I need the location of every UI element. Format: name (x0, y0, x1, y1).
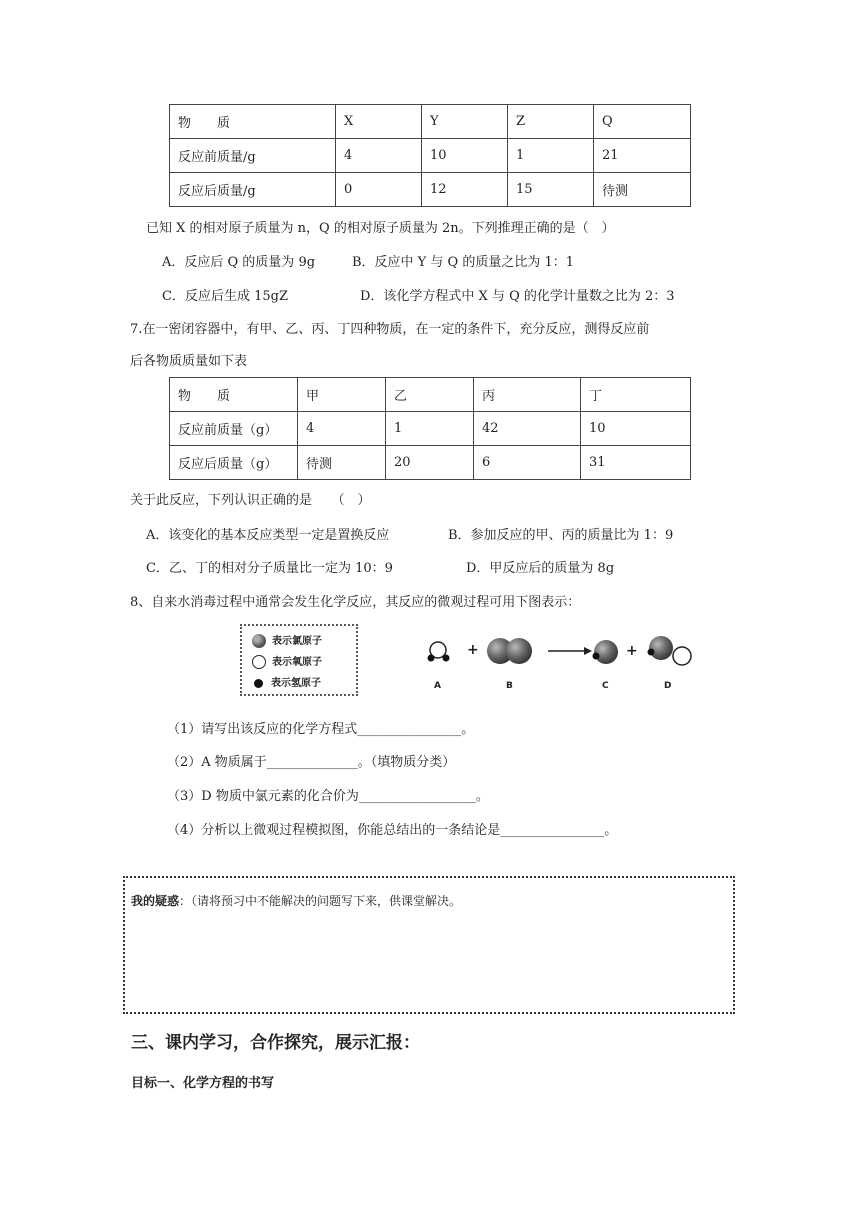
table-cell: 42 (474, 412, 581, 446)
table-row (170, 173, 691, 207)
svg-text:+: + (626, 643, 638, 659)
chlorine-atom-icon (252, 634, 266, 648)
label-d: D (664, 681, 672, 691)
table-cell: 10 (422, 139, 508, 173)
molecule-d (648, 636, 692, 665)
table-cell: 20 (386, 446, 474, 480)
table-row (170, 139, 691, 173)
table-cell: 反应前质量/g (170, 139, 336, 173)
molecule-a (428, 642, 450, 662)
q8-stem: 8、自来水消毒过程中通常会发生化学反应，其反应的微观过程可用下图表示： (130, 595, 581, 610)
table-cell: 反应后质量（g） (170, 446, 298, 480)
reaction-diagram (420, 628, 710, 696)
doubt-box[interactable] (123, 876, 735, 1014)
svg-text:+: + (467, 642, 479, 658)
q6-option-a: A．反应后 Q 的质量为 9g (162, 255, 316, 270)
table-cell: 4 (298, 412, 386, 446)
table-cell: 4 (336, 139, 422, 173)
table-cell: 反应后质量/g (170, 173, 336, 207)
table-cell: 0 (336, 173, 422, 207)
section-title: 三、课内学习，合作探究，展示汇报： (131, 1033, 420, 1053)
table-cell: 丁 (581, 378, 691, 412)
table-cell: 6 (474, 446, 581, 480)
legend-row-oxygen: 表示氧原子 (252, 653, 322, 669)
table-cell: 反应前质量（g） (170, 412, 298, 446)
legend-row-hydrogen: 表示氢原子 (252, 674, 321, 689)
table-cell: 1 (508, 139, 594, 173)
table-cell: 21 (594, 139, 691, 173)
legend-row-chlorine: 表示氯原子 (252, 632, 322, 648)
table-cell: Q (594, 105, 691, 139)
q8-part1: （1）请写出该反应的化学方程式________________。 (167, 722, 475, 737)
table-cell: 10 (581, 412, 691, 446)
table-cell: 物 质 (170, 378, 298, 412)
table-cell: 甲 (298, 378, 386, 412)
q8-part3: （3）D 物质中氯元素的化合价为__________________。 (167, 789, 489, 804)
q6-stem: 已知 X 的相对原子质量为 n，Q 的相对原子质量为 2n。下列推理正确的是（ ） (146, 221, 615, 236)
label-c: C (602, 681, 609, 691)
table-row (170, 105, 691, 139)
label-a: A (434, 681, 441, 691)
table-cell: 待测 (298, 446, 386, 480)
hydrogen-atom-icon (254, 679, 263, 688)
table-row (170, 378, 691, 412)
doubt-label: 我的疑惑 (131, 894, 180, 908)
q7-option-a: A．该变化的基本反应类型一定是置换反应 (146, 528, 390, 543)
table-cell: 乙 (386, 378, 474, 412)
q7-option-c: C．乙、丁的相对分子质量比一定为 10：9 (146, 561, 393, 576)
table-cell: Z (508, 105, 594, 139)
table-row (170, 446, 691, 480)
molecule-c (593, 640, 619, 664)
table-cell: Y (422, 105, 508, 139)
q8-part4: （4）分析以上微观过程模拟图，你能总结出的一条结论是________________。 (167, 823, 618, 838)
q6-option-c: C．反应后生成 15gZ (162, 289, 288, 304)
q7-stem-line1: 7.在一密闭容器中，有甲、乙、丙、丁四种物质，在一定的条件下，充分反应，测得反应前 (130, 322, 650, 337)
atom-legend (240, 624, 358, 696)
q7-option-b: B．参加反应的甲、丙的质量比为 1：9 (448, 528, 674, 543)
oxygen-atom-icon (252, 655, 266, 669)
doubt-text: 我的疑惑：（请将预习中不能解决的问题写下来，供课堂解决。 (131, 894, 462, 908)
q7-stem-line2: 后各物质质量如下表 (130, 354, 248, 369)
table-cell: 12 (422, 173, 508, 207)
table-cell: 待测 (594, 173, 691, 207)
table-cell: 15 (508, 173, 594, 207)
q8-part2: （2）A 物质属于______________。（填物质分类） (167, 755, 456, 770)
table-substance-mass-1 (169, 104, 691, 207)
table-cell: 丙 (474, 378, 581, 412)
molecule-b (487, 638, 532, 664)
label-b: B (506, 681, 513, 691)
table-row (170, 412, 691, 446)
table-cell: 物 质 (170, 105, 336, 139)
q6-option-b: B．反应中 Y 与 Q 的质量之比为 1：1 (352, 255, 574, 270)
table-cell: X (336, 105, 422, 139)
q6-option-d: D．该化学方程式中 X 与 Q 的化学计量数之比为 2：3 (360, 289, 675, 304)
q7-question: 关于此反应，下列认识正确的是 （ ） (130, 493, 371, 508)
table-cell: 31 (581, 446, 691, 480)
table-substance-mass-2 (169, 377, 691, 480)
goal-one-heading: 目标一、化学方程的书写 (131, 1076, 275, 1091)
table-cell: 1 (386, 412, 474, 446)
q7-option-d: D．甲反应后的质量为 8g (466, 561, 615, 576)
